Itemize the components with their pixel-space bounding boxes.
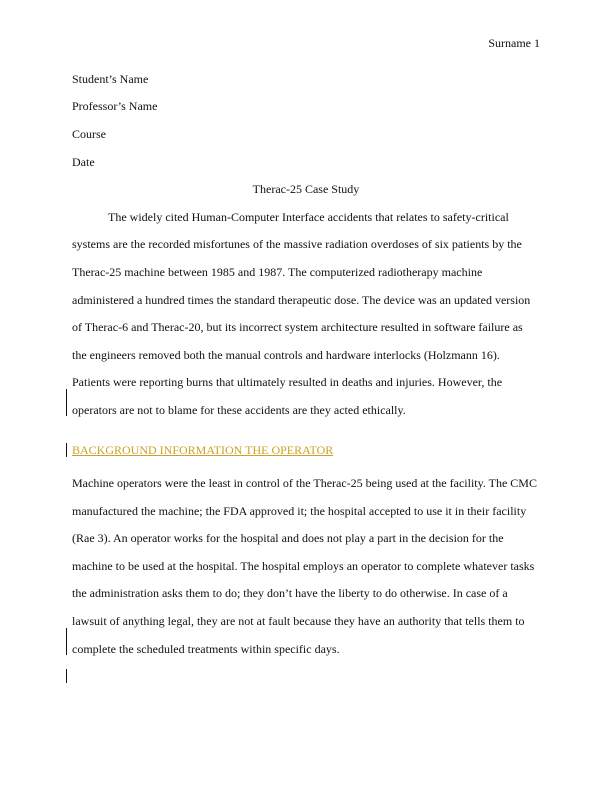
text-line: the administration asks them to do; they don’t have the liberty to do otherwise. In case of a [72, 586, 508, 600]
date: Date [72, 155, 95, 169]
course: Course [72, 127, 106, 141]
text-line: manufactured the machine; the FDA approved it; the hospital accepted to use it in their facility [72, 504, 527, 518]
change-bar [66, 389, 67, 416]
text-line: lawsuit of anything legal, they are not at fault because they have an authority that tells them to [72, 614, 525, 628]
text-line: The widely cited Human-Computer Interface accidents that relates to safety-critical [108, 210, 509, 224]
text-line: operators are not to blame for these accidents are they acted ethically. [72, 403, 406, 417]
section-heading[interactable]: BACKGROUND INFORMATION THE OPERATOR [72, 443, 334, 457]
document-title: Therac-25 Case Study [252, 182, 360, 196]
student-name: Student’s Name [72, 72, 149, 86]
text-line: Machine operators were the least in control of the Therac-25 being used at the facility. The CMC [72, 476, 537, 490]
text-line: machine to be used at the hospital. The hospital employs an operator to complete whatever tasks [72, 559, 535, 573]
text-cursor [66, 669, 67, 683]
text-line: complete the scheduled treatments within specific days. [72, 642, 340, 656]
professor-name: Professor’s Name [72, 99, 158, 113]
change-bar [66, 443, 67, 457]
text-line: the engineers removed both the manual controls and hardware interlocks (Holzmann 16). [72, 348, 500, 362]
text-line: of Therac-6 and Therac-20, but its incorrect system architecture resulted in software failure as [72, 320, 523, 334]
text-line: administered a hundred times the standard therapeutic dose. The device was an updated version [72, 293, 531, 307]
text-line: Patients were reporting burns that ultimately resulted in deaths and injuries. However, the [72, 375, 503, 389]
running-head: Surname 1 [488, 36, 540, 50]
text-line: Therac-25 machine between 1985 and 1987. The computerized radiotherapy machine [72, 265, 483, 279]
text-line: (Rae 3). An operator works for the hospital and does not play a part in the decision for the [72, 531, 504, 545]
change-bar [66, 628, 67, 655]
text-line: systems are the recorded misfortunes of the massive radiation overdoses of six patients by the [72, 237, 522, 251]
